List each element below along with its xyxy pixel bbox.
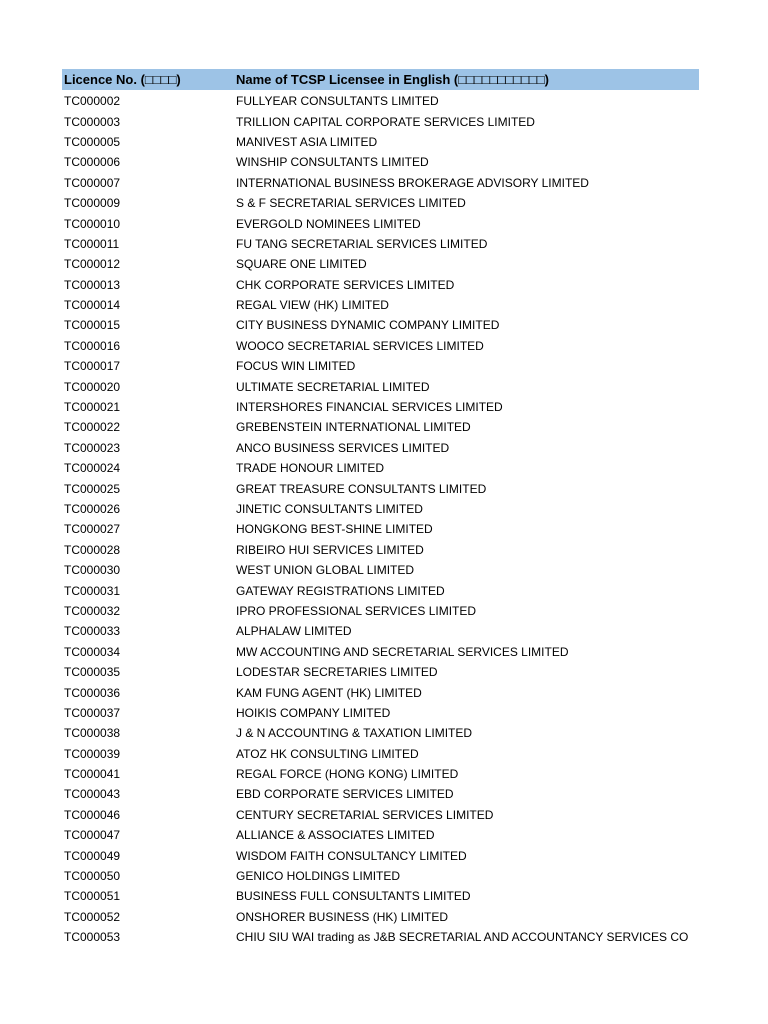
licence-number-cell: TC000038	[64, 726, 121, 741]
licensee-name-cell: S & F SECRETARIAL SERVICES LIMITED	[236, 196, 466, 211]
licence-number-cell: TC000025	[64, 481, 121, 496]
table-row	[62, 601, 699, 621]
licence-number-cell: TC000053	[64, 930, 121, 945]
table-row	[62, 642, 699, 662]
licensee-name-cell: WINSHIP CONSULTANTS LIMITED	[236, 155, 429, 170]
licence-number-cell: TC000035	[64, 665, 121, 680]
licensee-table	[62, 69, 699, 947]
licence-number-cell: TC000026	[64, 502, 121, 516]
licensee-name-cell: GREAT TREASURE CONSULTANTS LIMITED	[236, 481, 487, 496]
table-row	[62, 478, 699, 498]
table-row	[62, 438, 699, 458]
table-row	[62, 825, 699, 845]
licensee-name-cell: REGAL VIEW (HK) LIMITED	[236, 298, 389, 313]
licensee-name-cell: INTERNATIONAL BUSINESS BROKERAGE ADVISORY LIMITED	[236, 175, 589, 190]
table-row	[62, 356, 699, 376]
licence-number-cell: TC000028	[64, 542, 121, 557]
licence-number-cell: TC000024	[64, 461, 121, 476]
table-row	[62, 540, 699, 560]
licensee-name-cell: MW ACCOUNTING AND SECRETARIAL SERVICES LIMITED	[236, 644, 569, 659]
table-row	[62, 275, 699, 295]
licensee-name-cell: WISDOM FAITH CONSULTANCY LIMITED	[236, 848, 467, 863]
table-row	[62, 458, 699, 478]
table-row	[62, 662, 699, 682]
table-body	[62, 91, 699, 947]
licensee-name-cell: RIBEIRO HUI SERVICES LIMITED	[236, 542, 424, 557]
licence-number-cell: TC000012	[64, 257, 121, 272]
licence-number-cell: TC000017	[64, 359, 121, 374]
table-row	[62, 234, 699, 254]
licence-number-cell: TC000005	[64, 134, 121, 149]
licensee-name-cell: J & N ACCOUNTING & TAXATION LIMITED	[236, 726, 473, 741]
licence-number-cell: TC000046	[64, 807, 121, 822]
table-row	[62, 397, 699, 417]
licence-number-cell: TC000016	[64, 338, 121, 353]
licensee-name-cell: HOIKIS COMPANY LIMITED	[236, 705, 391, 720]
table-row	[62, 866, 699, 886]
licensee-name-cell: INTERSHORES FINANCIAL SERVICES LIMITED	[236, 400, 503, 415]
licensee-name-cell: SQUARE ONE LIMITED	[236, 257, 367, 272]
licensee-name-cell: TRADE HONOUR LIMITED	[236, 461, 385, 476]
table-row	[62, 111, 699, 131]
licence-number-cell: TC000047	[64, 828, 121, 843]
table-row	[62, 560, 699, 580]
table-row	[62, 315, 699, 335]
licence-number-cell: TC000022	[64, 420, 121, 435]
licensee-name-cell: ALPHALAW LIMITED	[236, 624, 352, 639]
table-row	[62, 886, 699, 906]
table-row	[62, 213, 699, 233]
licensee-name-cell: ONSHORER BUSINESS (HK) LIMITED	[236, 909, 449, 924]
licensee-name-cell: HONGKONG BEST-SHINE LIMITED	[236, 522, 433, 537]
licence-number-cell: TC000011	[64, 236, 120, 251]
licensee-name-cell: ULTIMATE SECRETARIAL LIMITED	[236, 379, 430, 394]
licensee-name-cell: FU TANG SECRETARIAL SERVICES LIMITED	[236, 236, 488, 251]
licensee-name-cell: CHIU SIU WAI trading as J&B SECRETARIAL AND ACCOUNTANCY SERVICES CO	[236, 930, 689, 945]
table-row	[62, 519, 699, 539]
licensee-name-cell: EBD CORPORATE SERVICES LIMITED	[236, 787, 454, 802]
licence-number-cell: TC000032	[64, 603, 121, 618]
licence-number-cell: TC000033	[64, 624, 121, 639]
table-row	[62, 682, 699, 702]
licensee-name-cell: FOCUS WIN LIMITED	[236, 359, 356, 374]
header-licensee-name: Name of TCSP Licensee in English (□□□□□□□□□□□)	[236, 72, 549, 87]
licensee-name-cell: MANIVEST ASIA LIMITED	[236, 134, 378, 149]
licence-number-cell: TC000049	[64, 848, 121, 863]
licence-number-cell: TC000006	[64, 155, 121, 170]
table-row	[62, 499, 699, 519]
licence-number-cell: TC000051	[64, 889, 121, 904]
table-row	[62, 376, 699, 396]
licence-number-cell: TC000027	[64, 522, 121, 537]
licence-number-cell: TC000003	[64, 114, 121, 129]
licensee-name-cell: WOOCO SECRETARIAL SERVICES LIMITED	[236, 338, 484, 353]
licence-number-cell: TC000043	[64, 787, 121, 802]
licensee-name-cell: ANCO BUSINESS SERVICES LIMITED	[236, 440, 450, 455]
licence-number-cell: TC000031	[64, 583, 121, 598]
licence-number-cell: TC000036	[64, 685, 121, 700]
licensee-name-cell: IPRO PROFESSIONAL SERVICES LIMITED	[236, 603, 477, 618]
licence-number-cell: TC000021	[64, 400, 121, 415]
licence-number-cell: TC000007	[64, 175, 121, 190]
licence-number-cell: TC000037	[64, 705, 121, 720]
licensee-name-cell: FULLYEAR CONSULTANTS LIMITED	[236, 94, 439, 109]
licensee-name-cell: GREBENSTEIN INTERNATIONAL LIMITED	[236, 420, 471, 435]
licence-number-cell: TC000023	[64, 440, 121, 455]
table-row	[62, 927, 699, 947]
licensee-name-cell: EVERGOLD NOMINEES LIMITED	[236, 216, 421, 231]
table-row	[62, 784, 699, 804]
licence-number-cell: TC000052	[64, 909, 121, 924]
licence-number-cell: TC000020	[64, 379, 121, 394]
table-row	[62, 723, 699, 743]
licensee-name-cell: KAM FUNG AGENT (HK) LIMITED	[236, 685, 422, 700]
licence-number-cell: TC000039	[64, 746, 121, 761]
licensee-name-cell: CITY BUSINESS DYNAMIC COMPANY LIMITED	[236, 318, 500, 333]
table-row	[62, 703, 699, 723]
licence-number-cell: TC000015	[64, 318, 121, 333]
table-row	[62, 764, 699, 784]
table-header-row	[62, 69, 699, 90]
table-row	[62, 744, 699, 764]
table-row	[62, 417, 699, 437]
licence-number-cell: TC000010	[64, 216, 121, 231]
licence-number-cell: TC000050	[64, 869, 121, 884]
table-row	[62, 132, 699, 152]
table-row	[62, 193, 699, 213]
table-row	[62, 907, 699, 927]
header-licence-no: Licence No. (□□□□)	[64, 72, 181, 87]
licensee-name-cell: ATOZ HK CONSULTING LIMITED	[236, 746, 419, 761]
licence-number-cell: TC000034	[64, 644, 121, 659]
licence-number-cell: TC000014	[64, 298, 121, 313]
licensee-name-cell: ALLIANCE & ASSOCIATES LIMITED	[236, 828, 435, 843]
table-row	[62, 580, 699, 600]
licensee-name-cell: BUSINESS FULL CONSULTANTS LIMITED	[236, 889, 471, 904]
table-row	[62, 336, 699, 356]
table-row	[62, 621, 699, 641]
licensee-name-cell: CHK CORPORATE SERVICES LIMITED	[236, 277, 455, 292]
table-row	[62, 91, 699, 111]
table-row	[62, 845, 699, 865]
licensee-name-cell: GENICO HOLDINGS LIMITED	[236, 869, 401, 884]
licensee-name-cell: LODESTAR SECRETARIES LIMITED	[236, 665, 438, 680]
licensee-name-cell: REGAL FORCE (HONG KONG) LIMITED	[236, 767, 459, 782]
licence-number-cell: TC000009	[64, 196, 121, 211]
licence-number-cell: TC000030	[64, 563, 121, 578]
licence-number-cell: TC000013	[64, 277, 121, 292]
licence-number-cell: TC000041	[64, 767, 121, 782]
licence-number-cell: TC000002	[64, 94, 121, 109]
licensee-name-cell: JINETIC CONSULTANTS LIMITED	[236, 502, 423, 516]
table-row	[62, 805, 699, 825]
table-row	[62, 173, 699, 193]
table-row	[62, 295, 699, 315]
licensee-name-cell: GATEWAY REGISTRATIONS LIMITED	[236, 583, 445, 598]
licensee-name-cell: CENTURY SECRETARIAL SERVICES LIMITED	[236, 807, 494, 822]
table-row	[62, 254, 699, 274]
licensee-name-cell: TRILLION CAPITAL CORPORATE SERVICES LIMITED	[236, 114, 535, 129]
licensee-name-cell: WEST UNION GLOBAL LIMITED	[236, 563, 415, 578]
table-row	[62, 152, 699, 172]
